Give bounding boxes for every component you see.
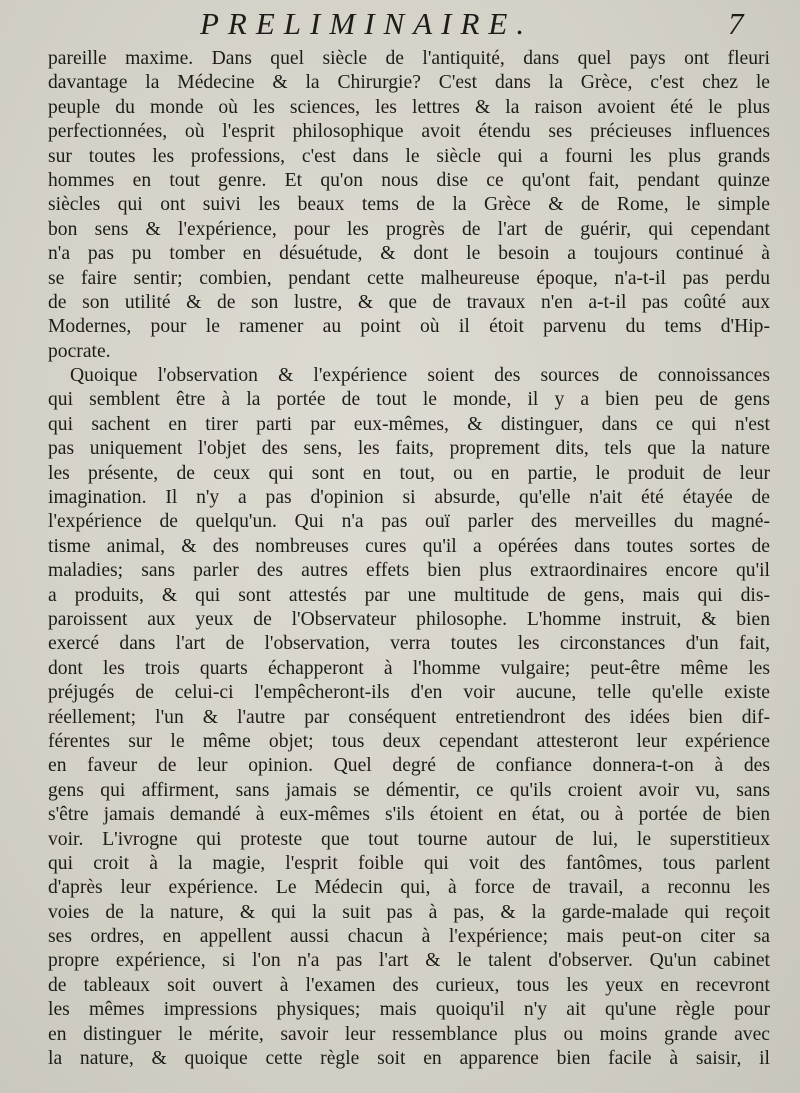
text-line: tisme animal, & des nombreuses cures qu'il a opérées dans toutes sortes de bbox=[48, 535, 770, 557]
text-line: qui sachent en tirer parti par eux-mêmes, & distinguer, dans ce qui n'est bbox=[48, 413, 770, 435]
text-line: davantage la Médecine & la Chirurgie? C'est dans la Grèce, c'est chez le bbox=[48, 72, 770, 94]
text-line: dont les trois quarts échapperont à l'homme vulgaire; peut-être même les bbox=[48, 657, 770, 679]
page-number: 7 bbox=[728, 6, 744, 41]
text-line: l'expérience de quelqu'un. Qui n'a pas ouï parler des merveilles du magné- bbox=[48, 511, 770, 533]
running-title: PRELIMINAIRE. bbox=[200, 6, 534, 41]
text-line: voies de la nature, & qui la suit pas à pas, & la garde-malade qui reçoit bbox=[48, 901, 770, 923]
body-text bbox=[48, 47, 770, 1071]
text-line: pocrate. bbox=[48, 340, 111, 362]
text-line: en faveur de leur opinion. Quel degré de confiance donnera-t-on à des bbox=[48, 755, 770, 777]
text-line: imagination. Il n'y a pas d'opinion si absurde, qu'elle n'ait été étayée de bbox=[48, 487, 770, 509]
text-line: de tableaux soit ouvert à l'examen des curieux, tous les yeux en recevront bbox=[48, 974, 770, 996]
text-line: réellement; l'un & l'autre par conséquent entretiendront des idées bien dif- bbox=[48, 706, 770, 728]
text-line: hommes en tout genre. Et qu'on nous dise ce qu'ont fait, pendant quinze bbox=[48, 169, 770, 191]
text-line: gens qui affirment, sans jamais se démentir, ce qu'ils croient avoir vu, sans bbox=[48, 779, 770, 801]
text-line: peuple du monde où les sciences, les lettres & la raison avoient été le plus bbox=[48, 96, 770, 118]
text-line: sur toutes les professions, c'est dans le siècle qui a fourni les plus grands bbox=[48, 145, 770, 167]
text-line: qui croit à la magie, l'esprit foible qui voit des fantômes, tous parlent bbox=[48, 852, 770, 874]
text-line: Modernes, pour le ramener au point où il étoit parvenu du tems d'Hip- bbox=[48, 316, 770, 338]
text-line: d'après leur expérience. Le Médecin qui, à force de travail, a reconnu les bbox=[48, 877, 770, 899]
text-line: les présente, de ceux qui sont en tout, ou en partie, le produit de leur bbox=[48, 462, 770, 484]
text-line: propre expérience, si l'on n'a pas l'art & le talent d'observer. Qu'un cabinet bbox=[48, 950, 770, 972]
text-line: les mêmes impressions physiques; mais quoiqu'il n'y ait qu'une règle pour bbox=[48, 999, 770, 1021]
text-line: en distinguer le mérite, savoir leur ressemblance plus ou moins grande avec bbox=[48, 1023, 770, 1045]
paragraph-start-line: Quoique l'observation & l'expérience soient des sources de connoissances bbox=[70, 365, 770, 387]
text-line: a produits, & qui sont attestés par une multitude de gens, mais qui dis- bbox=[48, 584, 770, 606]
text-line: qui semblent être à la portée de tout le monde, il y a bien peu de gens bbox=[48, 389, 770, 411]
text-line: maladies; sans parler des autres effets bien plus extraordinaires encore qu'il bbox=[48, 560, 770, 582]
text-line: se faire sentir; combien, pendant cette malheureuse époque, n'a-t-il pas perdu bbox=[48, 267, 770, 289]
text-line: ses ordres, en appellent aussi chacun à l'expérience; mais peut-on citer sa bbox=[48, 926, 770, 948]
text-line: pareille maxime. Dans quel siècle de l'antiquité, dans quel pays ont fleuri bbox=[48, 48, 770, 69]
text-line: de son utilité & de son lustre, & que de travaux n'en a-t-il pas coûté aux bbox=[48, 291, 770, 313]
running-head bbox=[0, 6, 800, 46]
text-line: voir. L'ivrogne qui proteste que tout tourne autour de lui, le superstitieux bbox=[48, 828, 770, 850]
text-line: siècles qui ont suivi les beaux tems de la Grèce & de Rome, le simple bbox=[48, 194, 770, 216]
text-line: bon sens & l'expérience, pour les progrès de l'art de guérir, qui cependant bbox=[48, 218, 770, 240]
text-line: s'être jamais demandé à eux-mêmes s'ils étoient en état, ou à portée de bien bbox=[48, 804, 770, 826]
text-line: paroissent aux yeux de l'Observateur philosophe. L'homme instruit, & bien bbox=[48, 608, 770, 630]
text-line: préjugés de celui-ci l'empêcheront-ils d'en voir aucune, telle qu'elle existe bbox=[48, 682, 770, 704]
text-line: exercé dans l'art de l'observation, verra toutes les circonstances d'un fait, bbox=[48, 633, 770, 655]
text-line: pas uniquement l'objet des sens, les faits, proprement dits, tels que la nature bbox=[48, 438, 770, 460]
text-line: la nature, & quoique cette règle soit en apparence bien facile à saisir, il bbox=[48, 1048, 770, 1070]
text-line: perfectionnées, où l'esprit philosophique avoit étendu ses précieuses influences bbox=[48, 121, 770, 143]
text-line: n'a pas pu tomber en désuétude, & dont le besoin a toujours continué à bbox=[48, 243, 770, 265]
text-line: férentes sur le même objet; tous deux cependant attesteront leur expérience bbox=[48, 730, 770, 752]
